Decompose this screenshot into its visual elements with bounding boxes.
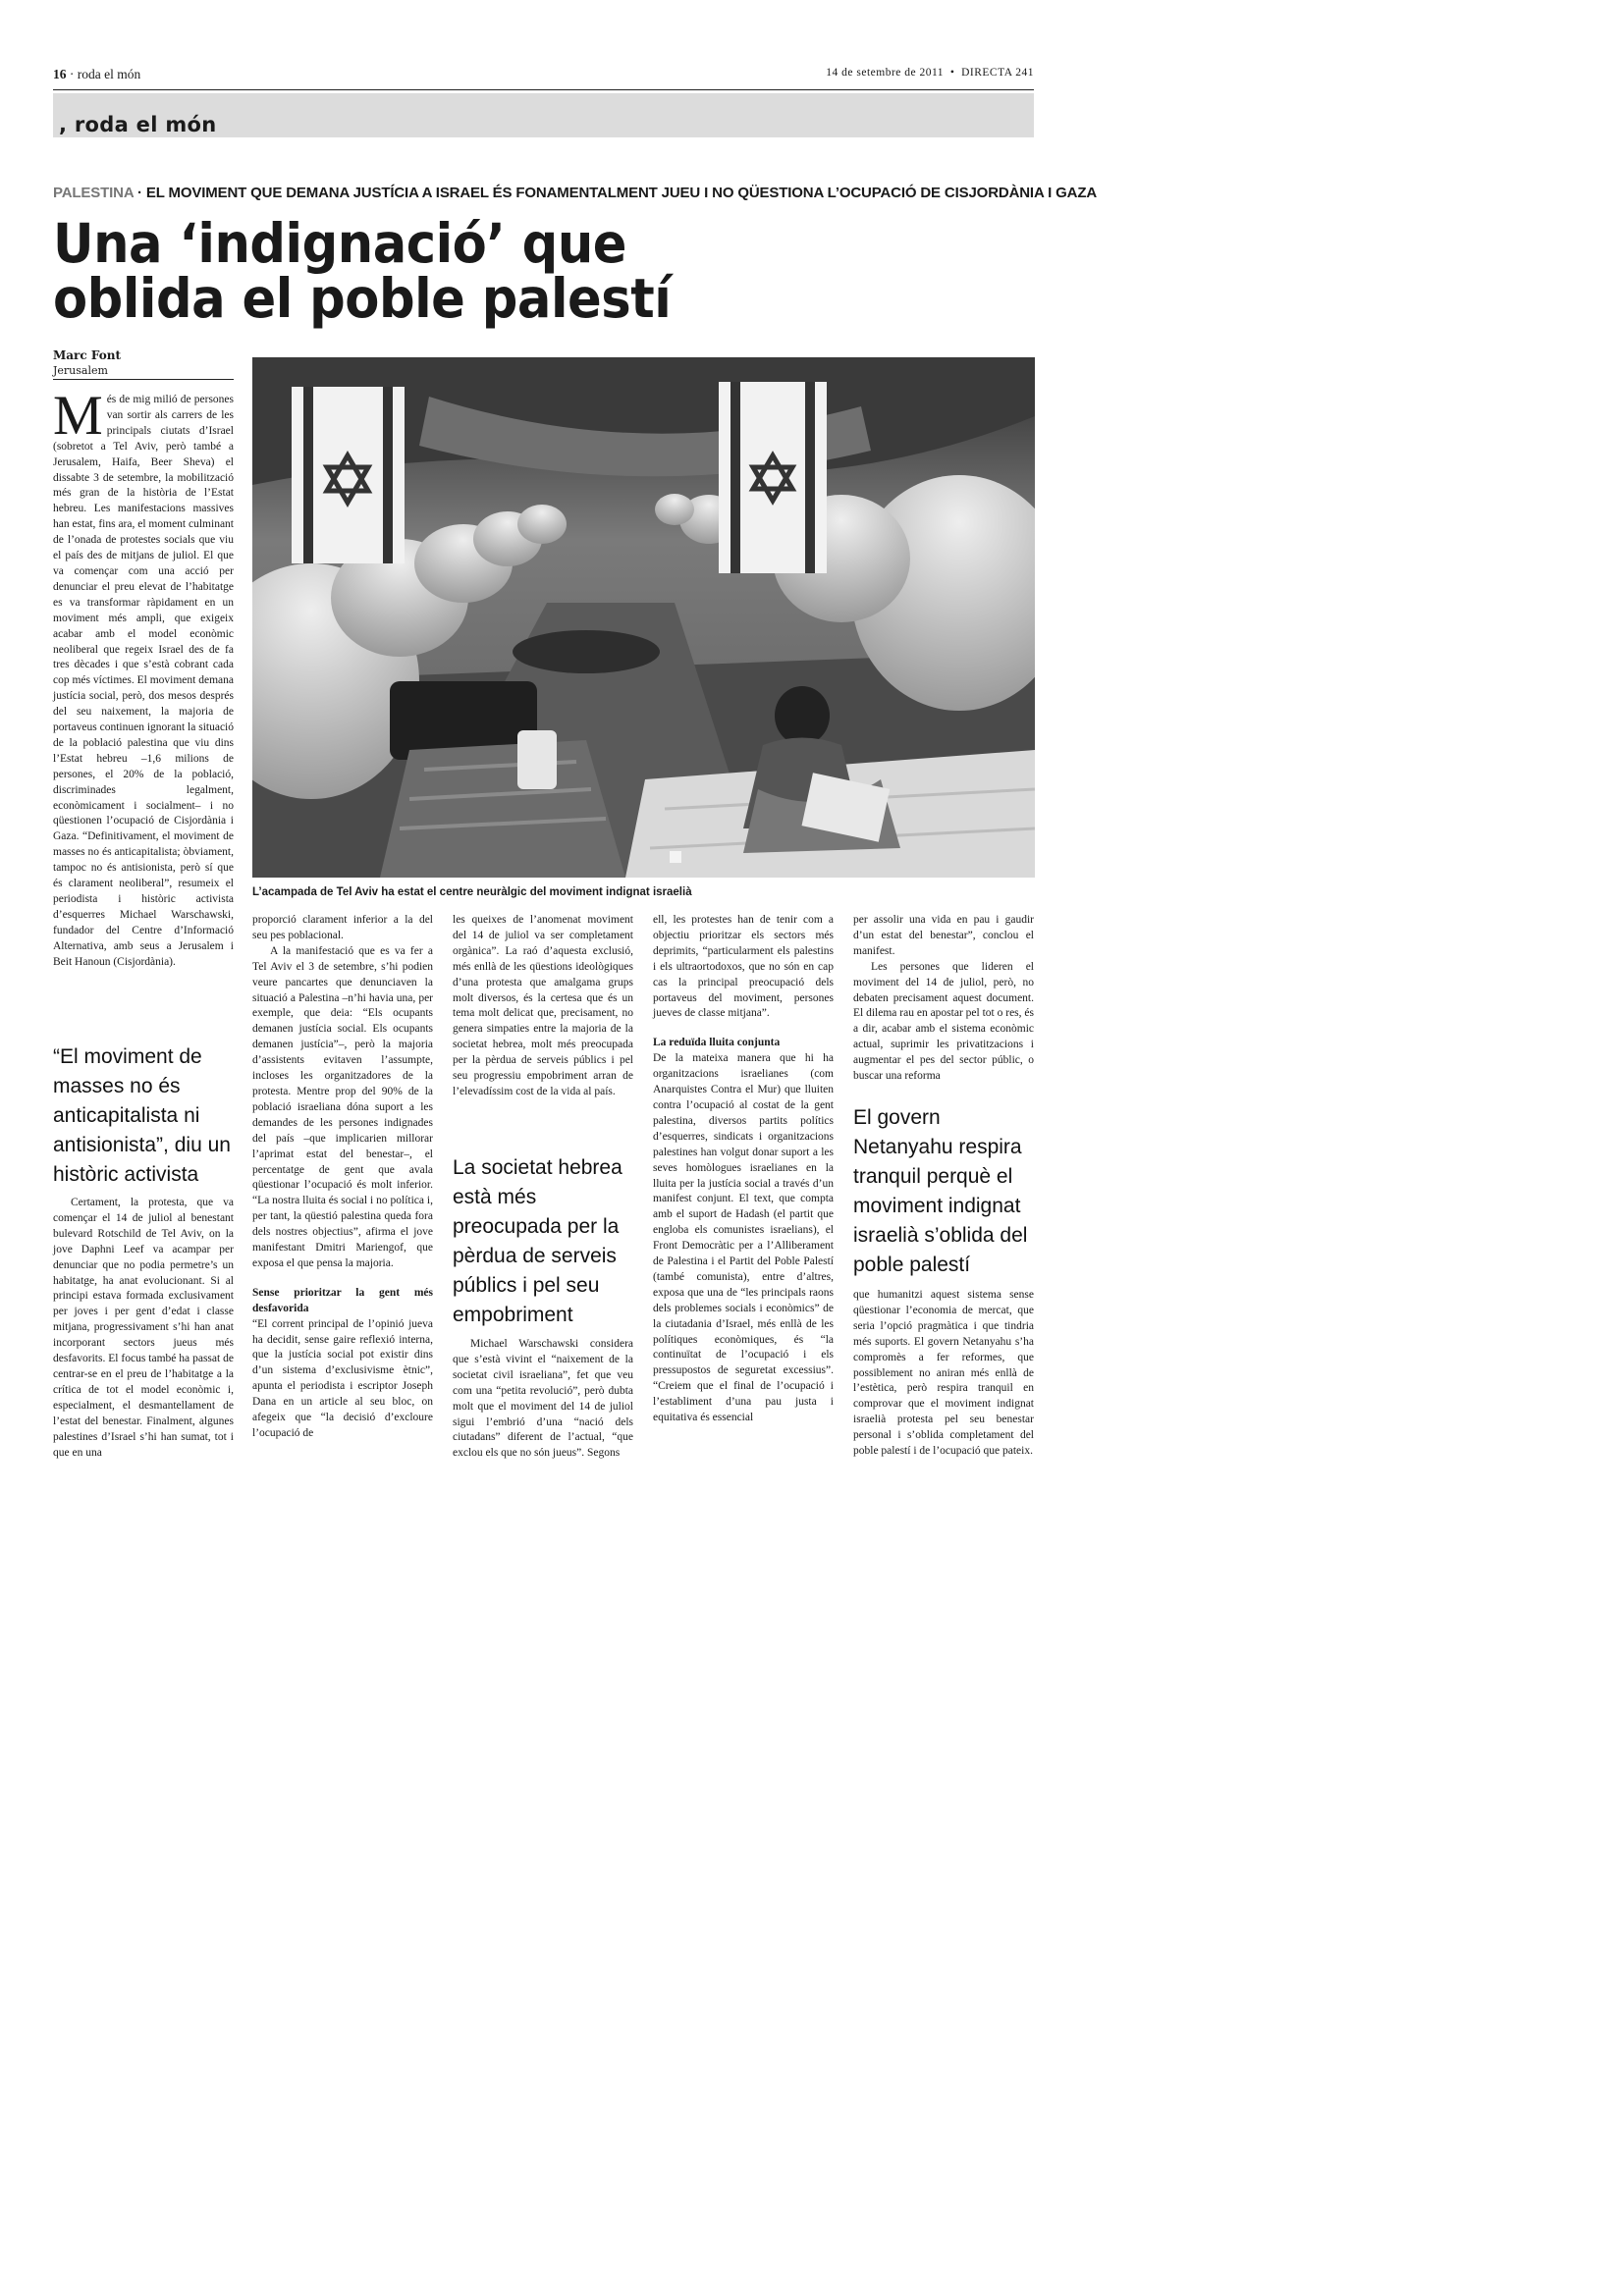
col3-paragraph-2: Michael Warschawski considera que s’està vivint el “naixement de la societat civil israeliana”, fet que veu com una “petita revolució”, però dubta molt que el moviment del 14 de juliol sigui l’embrió d’una “nació dels ciutadans” diferent de l’actual, “que exclou els que no són jueus”. Segons bbox=[453, 1338, 633, 1460]
headline-line-1: Una ‘indignació’ que bbox=[53, 212, 626, 275]
col2-paragraph-3: “El corrent principal de l’opinió jueva ha decidit, sense gaire reflexió interna, que la justícia social pot existir dins d’un sistema d’exclusivisme ètnic”, apunta el periodista i escriptor Joseph Dana en un article al seu bloc, on afegeix que “la decisió d’excloure l’ocupació de bbox=[252, 1317, 433, 1439]
col5-paragraph-2: Les persones que lideren el moviment del 14 de juliol, però, no debaten precisament aquest document. El dilema rau en apostar pel tot o res, és a dir, acabar amb el sistema econòmic actual, suprimir les privatitzacions i augmentar el pes del sector públic, o buscar una reforma bbox=[853, 960, 1034, 1083]
col4-subheading: La reduïda lluita conjunta bbox=[653, 1037, 781, 1049]
headline bbox=[53, 212, 965, 330]
byline bbox=[53, 348, 234, 378]
col2-subheading: Sense prioritzar la gent més desfavorida bbox=[252, 1286, 433, 1314]
issue-date: 14 de setembre de 2011 bbox=[826, 67, 945, 79]
section-band-title: , roda el món bbox=[59, 113, 217, 136]
author-name: Marc Font bbox=[53, 348, 121, 362]
publication-name: DIRECTA 241 bbox=[961, 67, 1034, 79]
column-5 bbox=[853, 913, 1034, 1085]
pull-quote-3: El govern Netanyahu respira tranquil perquè el moviment indignat israelià s’oblida del poble palestí bbox=[853, 1106, 1028, 1276]
drop-cap: M bbox=[53, 385, 103, 447]
page-header-left: 16 · roda el món bbox=[53, 67, 141, 81]
byline-rule bbox=[53, 379, 234, 380]
column-4 bbox=[653, 913, 834, 1426]
col2-paragraph-1: proporció clarament inferior a la del seu pes poblacional. bbox=[252, 914, 433, 941]
tent-camp-photo bbox=[252, 357, 1035, 878]
col3-paragraph-1: les queixes de l’anomenat moviment del 14 de juliol va ser completament orgànica”. La raó d’aquesta exclusió, més enllà de les qüestions ideològiques d’una protesta que amalgama grups molt diversos, és la certesa que és un tema molt delicat que, precisament, no genera simpaties entre la majoria de la societat hebrea, molt més preocupada per la pèrdua de serveis públics i pel seu progressiu empobriment arran de l’elevadíssim cost de la vida al país. bbox=[453, 914, 633, 1097]
photo-caption: L’acampada de Tel Aviv ha estat el centre neuràlgic del moviment indignat israelià bbox=[252, 886, 692, 898]
column-3-continued bbox=[453, 1337, 633, 1462]
section-name: roda el món bbox=[77, 67, 141, 81]
page-number: 16 bbox=[53, 67, 67, 81]
kicker-text: EL MOVIMENT QUE DEMANA JUSTÍCIA A ISRAEL ÉS FONAMENTALMENT JUEU I NO QÜESTIONA L’OCUPACIÓ DE CISJORDÀNIA I GAZA bbox=[145, 185, 1098, 201]
col1-paragraph-1 bbox=[53, 385, 234, 971]
col2-paragraph-2: A la manifestació que es va fer a Tel Aviv el 3 de setembre, s’hi podien veure pancartes que denunciaven la situació a Palestina –n’hi havia una, per exemple, que deia: “Els ocupants demanen justícia social. Els ocupants demanen justícia”–, però la majoria d’assistents evitaven l’assumpte, incloses les organitzadores de la protesta. Mentre prop del 90% de la població israeliana dóna suport a les demandes de les persones indignades del país –que implicarien millorar l’aprimat estat del benestar–, el percentatge de gent que avala qüestionar l’ocupació és molt inferior. “La nostra lluita és social i no política i, per tant, la qüestió palestina queda fora dels nostres objectius”, afirma el jove manifestant Dmitri Mariengof, que exposa el que pensa la majoria. bbox=[252, 944, 433, 1269]
column-3 bbox=[453, 913, 633, 1100]
page-header bbox=[53, 67, 1034, 88]
col1-paragraph-1-text: és de mig milió de persones van sortir als carrers de les principals ciutats d’Israel (sobretot a Tel Aviv, però també a Jerusalem, Haifa, Beer Sheva) el dissabte 3 de setembre, la mobilització més gran de la història de l’Estat hebreu. Les manifestacions massives han estat, fins ara, el moment culminant de l’onada de protestes socials que viu el país des de mitjans de juliol. El que va començar com una acció per denunciar el preu elevat de l’habitatge es va transformar ràpidament en un moviment més ampli, que exigeix acabar amb el model econòmic neoliberal que regeix Israel des de fa tres dècades i que s’està cobrant cada cop més víctimes. El moviment demana justícia social, però, dos mesos després del seu naixement, la majoria de portaveus continuen ignorant la situació de la població palestina que viu dins l’Estat hebreu –1,6 milions de persones, el 20% de la població, discriminades legalment, econòmicament i socialment– i no qüestionen l’ocupació de Cisjordània i Gaza. “Definitivament, el moviment de masses no és anticapitalista; òbviament, tampoc no és antisionista, però sí que és clarament neoliberal”, resumeix el periodista i històric activista d’esquerres Michael Warschawski, fundador del Centre d’Informació Alternativa, amb seus a Jerusalem i Beit Hanoun (Cisjordània). bbox=[53, 394, 234, 968]
page-header-right: 14 de setembre de 2011 • DIRECTA 241 bbox=[826, 67, 1034, 79]
pull-quote-2: La societat hebrea està més preocupada per la pèrdua de serveis públics i pel seu empobriment bbox=[453, 1156, 622, 1326]
column-1 bbox=[53, 385, 234, 971]
column-1-continued bbox=[53, 1196, 234, 1461]
column-2 bbox=[252, 913, 433, 1442]
header-rule bbox=[53, 89, 1034, 90]
headline-line-2: oblida el poble palestí bbox=[53, 267, 672, 330]
pull-quote-1: “El moviment de masses no és anticapitalista ni antisionista”, diu un històric activista bbox=[53, 1045, 231, 1186]
column-5-continued bbox=[853, 1288, 1034, 1460]
kicker: PALESTINA · EL MOVIMENT QUE DEMANA JUSTÍCIA A ISRAEL ÉS FONAMENTALMENT JUEU I NO QÜESTIONA L’OCUPACIÓ DE CISJORDÀNIA I GAZA bbox=[53, 185, 1098, 201]
col5-paragraph-1: per assolir una vida en pau i gaudir d’un estat del benestar”, conclou el manifest. bbox=[853, 914, 1034, 957]
article-photo bbox=[252, 357, 1035, 878]
author-location: Jerusalem bbox=[53, 364, 108, 377]
section-band bbox=[53, 93, 1034, 137]
col1-paragraph-2: Certament, la protesta, que va començar el 14 de juliol al benestant bulevard Rotschild de Tel Aviv, on la jove Daphni Leef va acampar per denunciar que no podia permetre’s un habitatge, ha anat evolucionant. Si al principi estava formada exclusivament per joves i per gent d’edat i classe mitjana, progressivament s’hi han anat incorporant sectors jueus més desfavorits. El focus també ha passat de centrar-se en el preu de l’habitatge a la crítica de tot el model econòmic i, especialment, el desmantellament de l’estat del benestar. Finalment, algunes palestines d’Israel s’hi han sumat, tot i que en una bbox=[53, 1197, 234, 1459]
col4-paragraph-1: ell, les protestes han de tenir com a objectiu prioritzar els sectors més deprimits, “particularment els palestins i els ultraortodoxos, que no són en cap cas la principal preocupació dels portaveus del moviment, persones jueves de classe mitjana”. bbox=[653, 914, 834, 1020]
col4-paragraph-2: De la mateixa manera que hi ha organitzacions israelianes (com Anarquistes Contra el Mur) que lluiten contra l’ocupació al costat de la gent palestina, diversos partits polítics d’esquerres, sindicats i organitzacions palestines han volgut donar suport a les seves homòlogues israelianes en la lluita per la justícia social a través d’un manifest conjunt. El text, que compta amb el suport de Hadash (el partit que engloba els comunistes israelians), el Front Democràtic per a l’Alliberament de Palestina i el Partit del Poble Palestí (també comunista), entre d’altres, exposa que una de “les principals raons dels problemes socials i econòmics” de la ciutadania d’Israel, més enllà de les polítiques econòmiques, és “la continuïtat de l’ocupació i els pressupostos de seguretat excessius”. “Creiem que el final de l’ocupació i l’establiment d’una pau justa i equitativa és essencial bbox=[653, 1052, 834, 1424]
col5-paragraph-3: que humanitzi aquest sistema sense qüestionar l’economia de mercat, que seria l’opció pragmàtica i que tindria més suports. El govern Netanyahu s’ha compromès a fer reformes, que possiblement no aniran més enllà de l’estètica, però respira tranquil en comprovar que el moviment indignat israelià protesta pel seu benestar personal i s’oblida completament del poble palestí i de l’ocupació que pateix. bbox=[853, 1289, 1034, 1458]
kicker-topic: PALESTINA bbox=[53, 185, 134, 201]
